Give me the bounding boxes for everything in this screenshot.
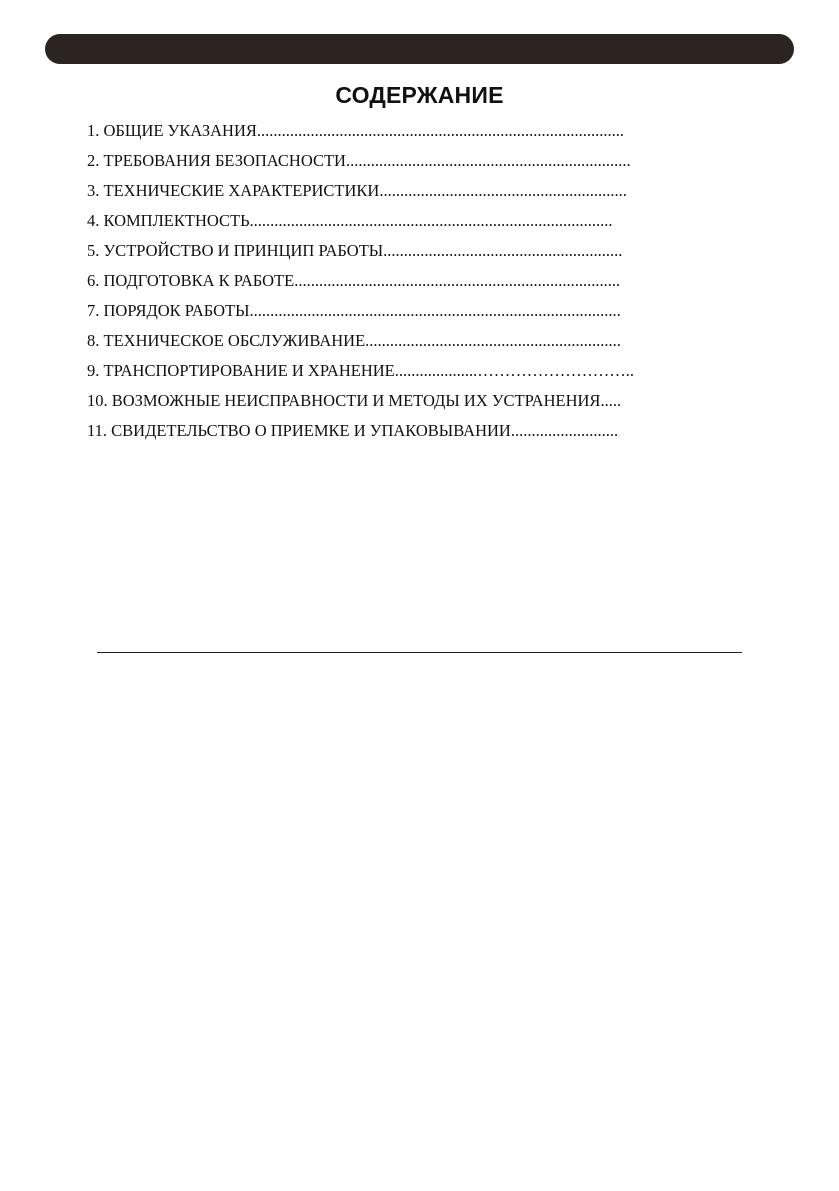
toc-item-leader: ........................................................................................ [249,211,613,230]
toc-item-label: 3. ТЕХНИЧЕСКИЕ ХАРАКТЕРИСТИКИ [87,181,380,200]
toc-item-label: 2. ТРЕБОВАНИЯ БЕЗОПАСНОСТИ [87,151,346,170]
toc-item-leader: ..... [600,391,622,410]
toc-item [87,208,634,238]
toc-item [87,268,634,298]
toc-item-label: 6. ПОДГОТОВКА К РАБОТЕ [87,271,295,290]
horizontal-divider [97,652,742,653]
toc-item-leader: ..................................................................... [345,151,631,170]
toc-item [87,178,634,208]
toc-item-leader: .............................................................. [365,331,621,350]
toc-item-label: 7. ПОРЯДОК РАБОТЫ [87,301,250,320]
toc-item-leader: .......................................................... [383,241,623,260]
toc-item-label: 9. ТРАНСПОРТИРОВАНИЕ И ХРАНЕНИЕ [87,361,395,380]
toc-item-label: 11. СВИДЕТЕЛЬСТВО О ПРИЕМКЕ И УПАКОВЫВАНИИ [87,421,511,440]
toc-item-leader: ............................................................................... [294,271,621,290]
toc-item [87,298,634,328]
toc-item-label: 10. ВОЗМОЖНЫЕ НЕИСПРАВНОСТИ И МЕТОДЫ ИХ УСТРАНЕНИЯ [87,391,601,410]
toc-item [87,388,634,418]
toc-item-label: 4. КОМПЛЕКТНОСТЬ [87,211,250,230]
toc-item [87,358,634,388]
toc-item [87,118,634,148]
toc-item-leader: ......................................................................................... [256,121,624,140]
toc-item-leader: .......................................................................................... [249,301,621,320]
toc-item [87,328,634,358]
toc-title: СОДЕРЖАНИЕ [335,82,504,108]
toc-item-leader: ............................................................ [379,181,627,200]
toc-item [87,238,634,268]
toc-item [87,148,634,178]
toc-item-label: 5. УСТРОЙСТВО И ПРИНЦИП РАБОТЫ [87,241,384,260]
header-bar [45,34,794,64]
toc-item [87,418,634,448]
toc-item-label: 1. ОБЩИЕ УКАЗАНИЯ [87,121,257,140]
toc-item-label: 8. ТЕХНИЧЕСКОЕ ОБСЛУЖИВАНИЕ [87,331,366,350]
toc-item-leader: ....................……………………….. [394,361,634,380]
toc-item-leader: .......................... [510,421,619,440]
toc-list [87,118,634,448]
